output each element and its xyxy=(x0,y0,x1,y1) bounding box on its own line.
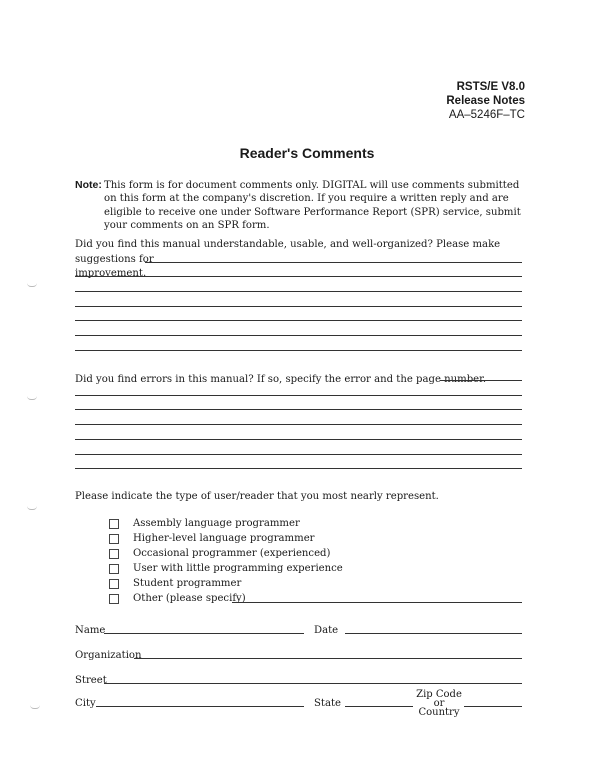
checkbox[interactable] xyxy=(109,594,119,604)
date-field[interactable] xyxy=(345,633,522,634)
note-text: This form is for document comments only. DIGITAL will use comments submitted on this form at the company's discretion. If you require a written reply and are eligible to receive one under Software Performance Report (SPR) service, submit your comments on an SPR form. xyxy=(104,180,521,232)
zip-country-label: Zip Code or Country xyxy=(416,689,462,718)
document-type: Release Notes xyxy=(446,95,525,107)
date-label: Date xyxy=(314,625,339,636)
errors-answer-line[interactable] xyxy=(75,454,522,455)
usability-answer-line[interactable] xyxy=(75,335,522,336)
question-usability-line2: improvement. xyxy=(75,268,147,279)
errors-answer-line[interactable] xyxy=(75,424,522,425)
order-number: AA–5246F–TC xyxy=(448,109,525,121)
binding-mark xyxy=(27,283,37,287)
checkbox[interactable] xyxy=(109,549,119,559)
city-label: City xyxy=(75,698,96,709)
document-header xyxy=(446,80,525,122)
organization-label: Organization xyxy=(75,650,142,661)
other-specify-line[interactable] xyxy=(232,602,522,603)
errors-answer-line[interactable] xyxy=(75,468,522,469)
zip-country-field[interactable] xyxy=(464,706,522,707)
binding-mark xyxy=(30,705,40,709)
checkbox[interactable] xyxy=(109,534,119,544)
question-reader-type: Please indicate the type of user/reader that you most nearly represent. xyxy=(75,491,439,502)
product-name: RSTS/E V8.0 xyxy=(456,81,525,93)
usability-answer-line[interactable] xyxy=(75,320,522,321)
checkbox[interactable] xyxy=(109,579,119,589)
note-label: Note: xyxy=(75,179,102,191)
errors-answer-line[interactable] xyxy=(440,380,522,381)
usability-answer-line[interactable] xyxy=(145,262,522,263)
usability-answer-line[interactable] xyxy=(75,291,522,292)
state-label: State xyxy=(314,698,342,709)
street-field[interactable] xyxy=(104,683,522,684)
street-label: Street xyxy=(75,675,107,686)
checkbox[interactable] xyxy=(109,564,119,574)
city-field[interactable] xyxy=(96,706,304,707)
name-label: Name xyxy=(75,625,106,636)
page-title: Reader's Comments xyxy=(239,145,375,161)
usability-answer-line[interactable] xyxy=(75,306,522,307)
question-errors: Did you find errors in this manual? If so, specify the error and the page number. xyxy=(75,374,487,385)
binding-mark xyxy=(27,396,37,400)
name-field[interactable] xyxy=(104,633,304,634)
errors-answer-line[interactable] xyxy=(75,439,522,440)
note-block xyxy=(75,179,525,233)
usability-answer-line[interactable] xyxy=(75,276,522,277)
usability-answer-line[interactable] xyxy=(75,350,522,351)
question-usability-line1: Did you find this manual understandable, usable, and well-organized? Please make suggestions for xyxy=(75,239,501,265)
errors-answer-line[interactable] xyxy=(75,395,522,396)
state-field[interactable] xyxy=(345,706,413,707)
errors-answer-line[interactable] xyxy=(75,409,522,410)
question-usability xyxy=(75,238,525,282)
binding-mark xyxy=(27,506,37,510)
checkbox[interactable] xyxy=(109,519,119,529)
organization-field[interactable] xyxy=(134,658,522,659)
